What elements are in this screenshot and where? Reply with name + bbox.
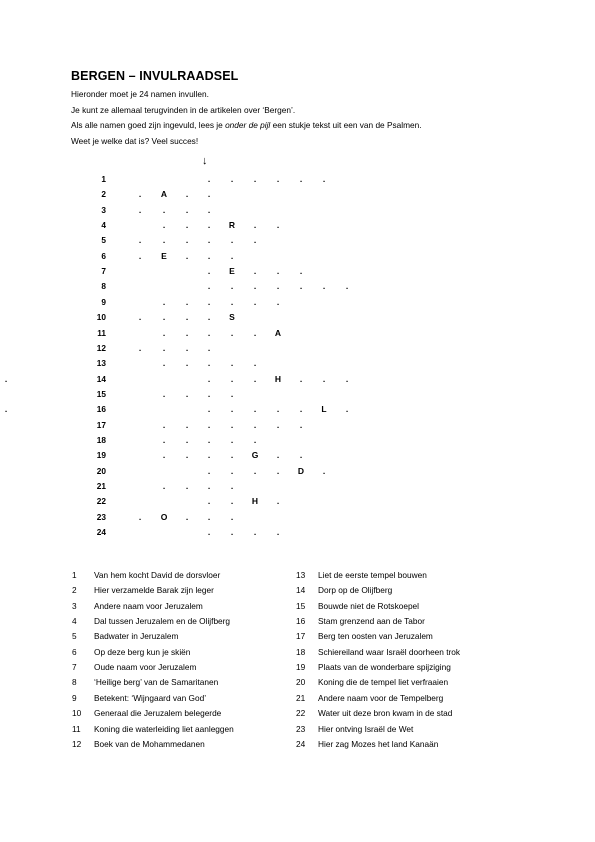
row-number: 20	[96, 465, 106, 476]
clue-number: 17	[296, 631, 306, 642]
puzzle-cell[interactable]: .	[230, 419, 234, 430]
clue-text: Dorp op de Olijfberg	[318, 585, 393, 596]
puzzle-cell[interactable]: .	[138, 342, 142, 353]
intro-line-2: Je kunt ze allemaal terugvinden in de artikelen over ‘Bergen’.	[71, 104, 296, 115]
clue-text: Andere naam voor de Tempelberg	[318, 692, 444, 703]
puzzle-cell[interactable]: .	[276, 266, 280, 277]
intro-line-3-emphasis: onder de pijl	[225, 120, 271, 131]
puzzle-cell[interactable]: .	[185, 434, 189, 445]
clue-text: Bouwde niet de Rotskoepel	[318, 600, 420, 611]
puzzle-cell[interactable]: .	[185, 250, 189, 261]
down-arrow-icon: ↓	[202, 155, 208, 167]
puzzle-cell[interactable]: .	[253, 296, 257, 307]
row-number: 19	[96, 450, 106, 461]
clue-number: 11	[72, 723, 81, 734]
puzzle-row	[0, 328, 595, 343]
puzzle-cell[interactable]: .	[207, 373, 211, 384]
clue-number: 24	[296, 738, 306, 749]
puzzle-cell[interactable]: .	[230, 296, 234, 307]
row-number: 13	[96, 358, 106, 369]
clue-number: 16	[296, 616, 306, 627]
clue-number: 7	[72, 662, 77, 673]
clue-text: Hier verzamelde Barak zijn leger	[94, 585, 214, 596]
puzzle-row	[0, 312, 595, 327]
puzzle-cell[interactable]: .	[276, 527, 280, 538]
puzzle-cell[interactable]: .	[253, 220, 257, 231]
puzzle-cell[interactable]: .	[207, 296, 211, 307]
puzzle-cell[interactable]: .	[162, 358, 166, 369]
row-number: 15	[96, 388, 106, 399]
puzzle-cell[interactable]: .	[299, 450, 303, 461]
puzzle-cell[interactable]: .	[276, 174, 280, 184]
puzzle-row	[0, 374, 595, 389]
puzzle-cell[interactable]: .	[299, 174, 303, 184]
puzzle-row	[0, 389, 595, 404]
clue-text: Op deze berg kun je skiën	[94, 646, 191, 657]
puzzle-cell[interactable]: .	[345, 373, 349, 384]
puzzle-row	[0, 512, 595, 527]
puzzle-cell[interactable]: .	[276, 281, 280, 292]
puzzle-cell[interactable]: .	[230, 174, 234, 184]
clue-number: 20	[296, 677, 306, 688]
puzzle-cell[interactable]: .	[276, 220, 280, 231]
puzzle-row	[0, 297, 595, 312]
row-number: 9	[101, 296, 106, 307]
puzzle-cell[interactable]: .	[322, 373, 326, 384]
puzzle-cell[interactable]: .	[322, 174, 326, 184]
puzzle-cell[interactable]: .	[207, 496, 211, 507]
puzzle-cell[interactable]: .	[299, 373, 303, 384]
row-number: 6	[101, 250, 106, 261]
puzzle-cell[interactable]: .	[185, 189, 189, 200]
clue-number: 3	[72, 600, 77, 611]
puzzle-cell[interactable]: .	[162, 235, 166, 246]
puzzle-cell[interactable]: H	[274, 373, 282, 384]
puzzle-cell[interactable]: .	[299, 404, 303, 415]
puzzle-row	[0, 235, 595, 250]
clue-text: Berg ten oosten van Jeruzalem	[318, 631, 433, 642]
puzzle-cell[interactable]: .	[207, 419, 211, 430]
puzzle-cell[interactable]: .	[230, 527, 234, 538]
puzzle-cell[interactable]: .	[253, 327, 257, 338]
clue-text: Koning die waterleiding liet aanleggen	[94, 723, 234, 734]
clue-text: Stam grenzend aan de Tabor	[318, 616, 425, 627]
puzzle-cell[interactable]: .	[253, 358, 257, 369]
puzzle-cell[interactable]: .	[207, 481, 211, 491]
puzzle-cell[interactable]: .	[207, 327, 211, 338]
clue-number: 14	[296, 585, 306, 596]
clue-number: 22	[296, 708, 306, 719]
puzzle-cell[interactable]: .	[230, 450, 234, 461]
puzzle-cell[interactable]: G	[251, 450, 259, 461]
puzzle-cell[interactable]: L	[321, 404, 327, 415]
clue-number: 21	[296, 692, 306, 703]
puzzle-row	[0, 174, 595, 189]
puzzle-cell[interactable]: .	[253, 174, 257, 184]
puzzle-cell[interactable]: .	[276, 404, 280, 415]
puzzle-cell[interactable]: .	[230, 404, 234, 415]
clue-text: Dal tussen Jeruzalem en de Olijfberg	[94, 616, 231, 627]
puzzle-cell[interactable]: H	[251, 496, 259, 507]
puzzle-cell[interactable]: .	[185, 312, 189, 323]
row-number: 11	[97, 327, 106, 338]
puzzle-cell[interactable]: .	[322, 281, 326, 292]
puzzle-cell[interactable]: .	[207, 388, 211, 399]
puzzle-cell[interactable]: .	[276, 450, 280, 461]
clue-text: Koning die de tempel liet verfraaien	[318, 677, 449, 688]
puzzle-row	[0, 450, 595, 465]
puzzle-row	[0, 266, 595, 281]
puzzle-cell[interactable]: .	[185, 419, 189, 430]
puzzle-cell[interactable]: .	[162, 342, 166, 353]
puzzle-row	[0, 435, 595, 450]
puzzle-cell[interactable]: .	[162, 312, 166, 323]
row-number: 3	[101, 204, 106, 215]
puzzle-cell[interactable]: .	[207, 342, 211, 353]
puzzle-cell[interactable]: .	[4, 373, 8, 384]
puzzle-cell[interactable]: .	[276, 419, 280, 430]
clue-number: 8	[72, 677, 77, 688]
puzzle-cell[interactable]: .	[207, 250, 211, 261]
row-number: 17	[96, 419, 106, 430]
puzzle-cell[interactable]: .	[276, 496, 280, 507]
clue-text: Andere naam voor Jeruzalem	[94, 600, 203, 611]
puzzle-row	[0, 527, 595, 542]
clue-text: Schiereiland waar Israël doorheen trok	[318, 646, 461, 657]
puzzle-cell[interactable]: .	[345, 281, 349, 292]
clue-number: 9	[72, 692, 77, 703]
puzzle-cell[interactable]: .	[138, 511, 142, 522]
puzzle-cell[interactable]: .	[138, 204, 142, 215]
puzzle-cell[interactable]: .	[299, 266, 303, 277]
puzzle-cell[interactable]: .	[253, 465, 257, 476]
clue-text: Liet de eerste tempel bouwen	[318, 570, 427, 580]
row-number: 21	[96, 481, 106, 491]
puzzle-cell[interactable]: .	[185, 511, 189, 522]
intro-line-1: Hieronder moet je 24 namen invullen.	[71, 89, 209, 99]
puzzle-cell[interactable]: R	[228, 220, 236, 231]
puzzle-cell[interactable]: E	[161, 250, 167, 261]
puzzle-cell[interactable]: .	[207, 527, 211, 538]
puzzle-cell[interactable]: .	[162, 296, 166, 307]
puzzle-cell[interactable]: .	[253, 235, 257, 246]
puzzle-cell[interactable]: .	[207, 450, 211, 461]
puzzle-cell[interactable]: .	[207, 266, 211, 277]
clue-text: Van hem kocht David de dorsvloer	[94, 570, 221, 580]
puzzle-cell[interactable]: .	[253, 373, 257, 384]
puzzle-row	[0, 343, 595, 358]
puzzle-cell[interactable]: .	[207, 358, 211, 369]
puzzle-cell[interactable]: .	[230, 481, 234, 491]
puzzle-cell[interactable]: .	[230, 281, 234, 292]
puzzle-cell[interactable]: .	[162, 388, 166, 399]
clue-text: Badwater in Jeruzalem	[94, 631, 179, 642]
clue-number: 19	[296, 662, 306, 673]
puzzle-cell[interactable]: .	[207, 434, 211, 445]
page-title: BERGEN – INVULRAADSEL	[71, 69, 239, 83]
clue-number: 12	[72, 738, 82, 749]
puzzle-cell[interactable]: .	[185, 342, 189, 353]
puzzle-cell[interactable]: A	[274, 327, 282, 338]
row-number: 24	[96, 527, 106, 538]
puzzle-cell[interactable]: .	[276, 465, 280, 476]
intro-line-3-start: Als alle namen goed zijn ingevuld, lees je	[71, 120, 226, 131]
puzzle-cell[interactable]: .	[207, 281, 211, 292]
puzzle-row	[0, 481, 595, 496]
clue-number: 13	[296, 570, 306, 580]
puzzle-cell[interactable]: .	[230, 496, 234, 507]
puzzle-cell[interactable]: .	[230, 388, 234, 399]
row-number: 1	[101, 174, 106, 184]
puzzle-cell[interactable]: .	[162, 419, 166, 430]
puzzle-cell[interactable]: .	[253, 434, 257, 445]
puzzle-cell[interactable]: .	[253, 527, 257, 538]
intro-line-3-end: een stukje tekst uit een van de Psalmen.	[270, 120, 422, 131]
row-number: 4	[101, 220, 106, 231]
row-number: 7	[101, 266, 106, 277]
intro-line-4: Weet je welke dat is? Veel succes!	[71, 135, 199, 146]
puzzle-cell[interactable]: .	[185, 388, 189, 399]
clue-number: 18	[296, 646, 306, 657]
puzzle-row	[0, 404, 595, 419]
puzzle-cell[interactable]: .	[230, 358, 234, 369]
puzzle-cell[interactable]: .	[230, 465, 234, 476]
puzzle-cell[interactable]: .	[185, 220, 189, 231]
puzzle-cell[interactable]: .	[276, 296, 280, 307]
puzzle-cell[interactable]: O	[160, 511, 168, 522]
puzzle-cell[interactable]: .	[162, 220, 166, 231]
clue-number: 15	[296, 600, 306, 611]
puzzle-cell[interactable]: .	[207, 189, 211, 200]
row-number: 2	[101, 189, 106, 200]
clue-text: Hier zag Mozes het land Kanaän	[318, 738, 439, 749]
puzzle-cell[interactable]: .	[162, 434, 166, 445]
clue-text: Water uit deze bron kwam in de stad	[318, 708, 453, 719]
puzzle-row	[0, 281, 595, 296]
clue-text: Plaats van de wonderbare spijziging	[318, 662, 451, 673]
puzzle-cell[interactable]: .	[207, 312, 211, 323]
row-number: 16	[96, 404, 106, 415]
puzzle-cell[interactable]: .	[185, 358, 189, 369]
puzzle-cell[interactable]: .	[185, 327, 189, 338]
puzzle-cell[interactable]: .	[207, 204, 211, 215]
puzzle-cell[interactable]: .	[253, 404, 257, 415]
puzzle-row	[0, 205, 595, 220]
clue-number: 10	[72, 708, 82, 719]
puzzle-cell[interactable]: .	[253, 419, 257, 430]
puzzle-cell[interactable]: .	[162, 327, 166, 338]
row-number: 5	[101, 235, 106, 246]
row-number: 18	[96, 434, 106, 445]
puzzle-cell[interactable]: E	[229, 266, 235, 277]
puzzle-row	[0, 466, 595, 481]
puzzle-cell[interactable]: .	[207, 511, 211, 522]
clue-text: Betekent: ‘Wijngaard van God’	[94, 692, 207, 703]
clue-text: Boek van de Mohammedanen	[94, 738, 205, 749]
clue-text: Oude naam voor Jeruzalem	[94, 662, 197, 673]
puzzle-cell[interactable]: .	[230, 434, 234, 445]
puzzle-cell[interactable]: .	[138, 235, 142, 246]
puzzle-cell[interactable]: S	[229, 312, 235, 323]
puzzle-cell[interactable]: .	[230, 235, 234, 246]
puzzle-cell[interactable]: .	[207, 174, 211, 184]
puzzle-cell[interactable]: .	[162, 450, 166, 461]
puzzle-cell[interactable]: .	[230, 511, 234, 522]
puzzle-cell[interactable]: .	[299, 419, 303, 430]
puzzle-row	[0, 251, 595, 266]
clue-number: 2	[72, 585, 77, 596]
puzzle-cell[interactable]: .	[345, 404, 349, 415]
puzzle-cell[interactable]: .	[185, 450, 189, 461]
puzzle-cell[interactable]: A	[160, 189, 168, 200]
puzzle-row	[0, 189, 595, 204]
puzzle-cell[interactable]: .	[185, 481, 189, 491]
puzzle-cell[interactable]: .	[185, 204, 189, 215]
puzzle-cell[interactable]: .	[230, 373, 234, 384]
puzzle-cell[interactable]: .	[162, 481, 166, 491]
puzzle-cell[interactable]: .	[4, 404, 8, 415]
puzzle-cell[interactable]: .	[322, 465, 326, 476]
puzzle-row	[0, 420, 595, 435]
puzzle-cell[interactable]: .	[138, 189, 142, 200]
clue-text: ‘Heilige berg’ van de Samaritanen	[94, 677, 219, 688]
puzzle-row	[0, 358, 595, 373]
row-number: 14	[96, 373, 106, 384]
clue-text: Hier ontving Israël de Wet	[318, 723, 414, 734]
puzzle-row	[0, 220, 595, 235]
puzzle-cell[interactable]: .	[162, 204, 166, 215]
row-number: 23	[96, 511, 106, 522]
puzzle-cell[interactable]: .	[230, 327, 234, 338]
puzzle-cell[interactable]: .	[230, 250, 234, 261]
row-number: 22	[96, 496, 106, 507]
puzzle-cell[interactable]: .	[207, 220, 211, 231]
puzzle-cell[interactable]: .	[207, 465, 211, 476]
clue-number: 5	[72, 631, 77, 642]
row-number: 8	[101, 281, 106, 292]
puzzle-cell[interactable]: D	[297, 465, 305, 476]
puzzle-cell[interactable]: .	[185, 296, 189, 307]
row-number: 12	[96, 342, 106, 353]
puzzle-cell[interactable]: .	[253, 266, 257, 277]
puzzle-cell[interactable]: .	[185, 235, 189, 246]
puzzle-cell[interactable]: .	[138, 250, 142, 261]
row-number: 10	[96, 312, 106, 323]
puzzle-cell[interactable]: .	[253, 281, 257, 292]
clue-number: 4	[72, 616, 77, 627]
clue-number: 6	[72, 646, 77, 657]
clue-text: Generaal die Jeruzalem belegerde	[94, 708, 222, 719]
puzzle-cell[interactable]: .	[138, 312, 142, 323]
puzzle-cell[interactable]: .	[299, 281, 303, 292]
clue-number: 23	[296, 723, 306, 734]
puzzle-cell[interactable]: .	[207, 235, 211, 246]
clue-number: 1	[72, 570, 77, 580]
puzzle-cell[interactable]: .	[207, 404, 211, 415]
puzzle-row	[0, 496, 595, 511]
